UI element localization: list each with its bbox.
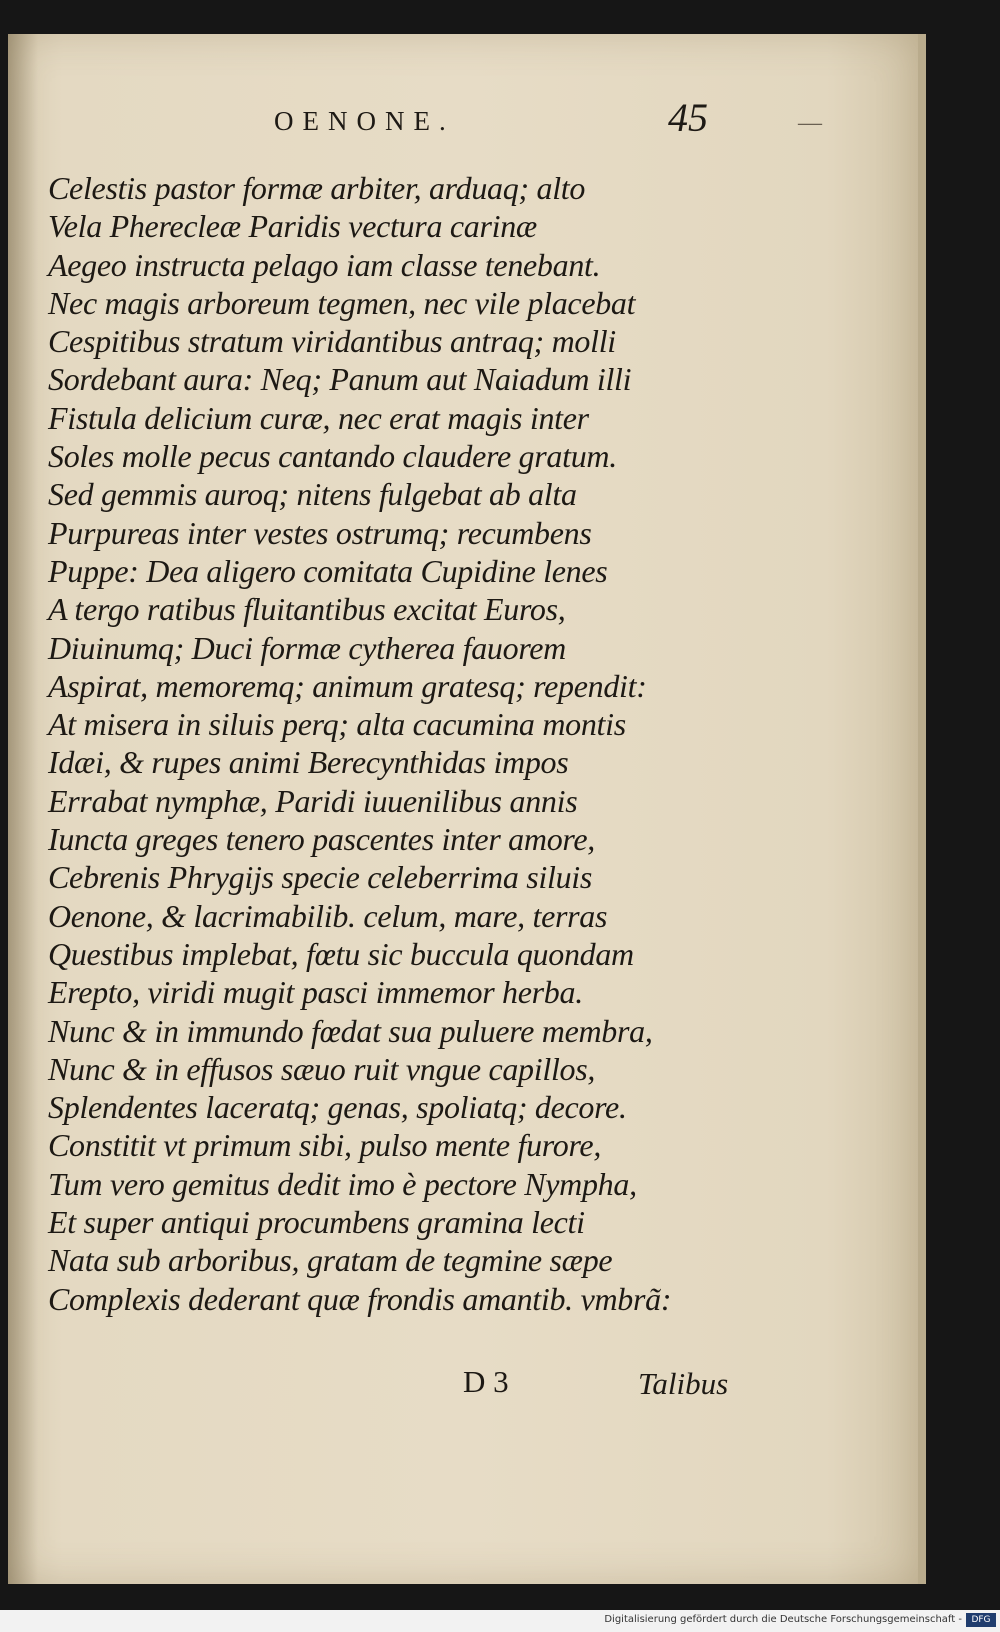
verse-line: Vela Pherecleæ Paridis vectura carinæ — [48, 208, 537, 245]
verse-line: Tum vero gemitus dedit imo è pectore Nympha, — [48, 1165, 637, 1202]
verse-line: Complexis dederant quæ frondis amantib. vmbrã: — [48, 1280, 672, 1317]
verse-line: Questibus implebat, fœtu sic buccula quondam — [48, 935, 634, 972]
verse-line: Aegeo instructa pelago iam classe tenebant. — [48, 246, 601, 283]
verse-line: Cespitibus stratum viridantibus antraq; molli — [48, 323, 616, 360]
verse-line: Nunc & in immundo fœdat sua puluere membra, — [48, 1012, 653, 1049]
verse-line: Oenone, & lacrimabilib. celum, mare, terras — [48, 897, 608, 934]
catchword: Talibus — [638, 1366, 729, 1401]
verse-line: Iuncta greges tenero pascentes inter amore, — [48, 821, 595, 858]
verse-line: Soles molle pecus cantando claudere gratum. — [48, 438, 617, 475]
verse-line: Idæi, & rupes animi Berecynthidas impos — [48, 744, 569, 781]
digitization-credit: Digitalisierung gefördert durch die Deutsche Forschungsgemeinschaft - — [604, 1614, 962, 1625]
page-number: 45 — [668, 95, 708, 140]
verse-line: Splendentes laceratq; genas, spoliatq; decore. — [48, 1089, 627, 1126]
running-title: OENONE. — [274, 106, 455, 136]
verse-line: Et super antiqui procumbens gramina lecti — [48, 1204, 585, 1241]
verse-line: Nata sub arboribus, gratam de tegmine sæpe — [48, 1242, 613, 1279]
verse-line: Nunc & in effusos sæuo ruit vngue capillos, — [48, 1050, 596, 1087]
verse-block — [48, 169, 748, 1318]
verse-line: A tergo ratibus fluitantibus excitat Euros, — [48, 591, 566, 628]
verse-line: Cebrenis Phrygijs specie celeberrima siluis — [48, 859, 593, 896]
verse-line: Purpureas inter vestes ostrumq; recumbens — [48, 514, 592, 551]
verse-line: Erepto, viridi mugit pasci immemor herba. — [48, 974, 583, 1011]
verse-line: Sed gemmis auroq; nitens fulgebat ab alta — [48, 476, 577, 513]
verse-line: Celestis pastor formæ arbiter, arduaq; alto — [48, 170, 586, 206]
verse-line: At misera in siluis perq; alta cacumina montis — [48, 706, 626, 743]
verse-line: Puppe: Dea aligero comitata Cupidine lenes — [48, 552, 608, 589]
verse-line: Sordebant aura: Neq; Panum aut Naiadum illi — [48, 361, 632, 398]
verse-line: Constitit vt primum sibi, pulso mente furore, — [48, 1127, 602, 1164]
verse-line: Errabat nymphæ, Paridi iuuenilibus annis — [48, 782, 578, 819]
verse-line: Fistula delicium curæ, nec erat magis inter — [48, 399, 589, 436]
ink-mark: — — [798, 110, 822, 136]
book-page — [8, 34, 926, 1584]
verse-line: Nec magis arboreum tegmen, nec vile placebat — [48, 284, 636, 321]
signature-mark: D 3 — [463, 1364, 509, 1399]
verse-line: Diuinumq; Duci formæ cytherea fauorem — [48, 629, 566, 666]
verse-line: Aspirat, memoremq; animum gratesq; rependit: — [48, 667, 647, 704]
dfg-logo: DFG — [966, 1613, 996, 1627]
